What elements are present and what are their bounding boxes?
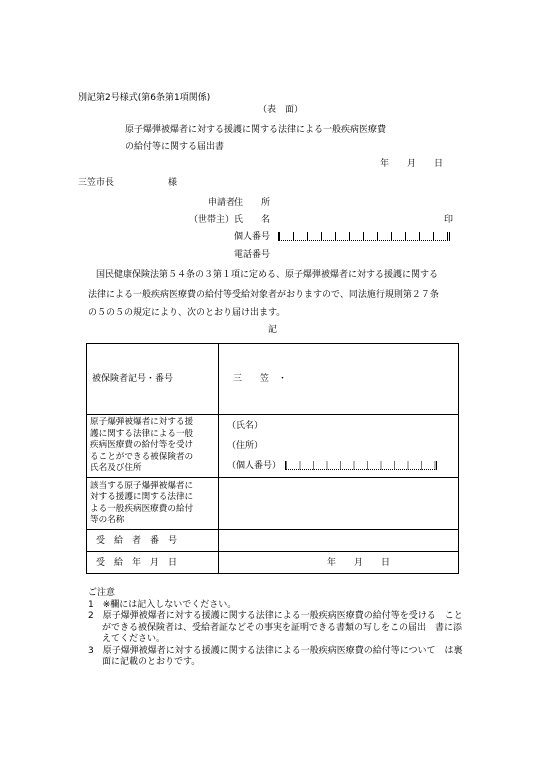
seal-mark: 印 [444,215,454,225]
beneficiary-table [86,343,459,574]
applicant-id-label: 個人番号 [234,232,271,242]
document-title-line1: 原子爆弾被爆者に対する援護に関する法律による一般疾病医療費 [125,125,387,135]
body-text-line3: の５の５の規定により、次のとおり届け出ます。 [88,308,286,318]
benefit-date-field[interactable] [219,552,459,574]
insured-number-prefix: 三 笠 ・ [233,374,288,384]
body-text-line2: 法律による一般疾病医療費の給付等受給対象者がおりますので、同法施行規則第２７条 [88,290,439,300]
recipient-number-field[interactable] [219,530,459,552]
applicant-id-number-field[interactable] [278,232,450,241]
addressee-name: 三笠市長 [78,178,115,188]
addressee-honorific: 様 [168,178,178,188]
document-title-line2: の給付等に関する届出書 [125,142,225,152]
recipient-number-label: 受 給 者 番 号 [87,530,219,552]
benefit-name-label: 該当する原子爆弾被爆者に 対する援護に関する法律に よる一般疾病医療費の給付 等の名称 [87,478,219,530]
benefit-date-label: 受 給 年 月 日 [87,552,219,574]
insured-number-label: 被保険者記号・番号 [87,344,219,415]
insured-number-field[interactable] [219,344,459,415]
ki-heading: 記 [268,325,278,335]
note-1: 1 ※欄には記入しないでください。 [88,599,237,610]
page-side-label: （表 面） [258,105,304,115]
beneficiary-name-label: （氏名） [227,421,264,431]
household-head-label: （世帯主） [189,215,235,225]
form-reference: 別記第2号様式(第6条第1項関係) [78,93,211,103]
beneficiary-address-label: （住所） [227,441,264,451]
benefit-name-field[interactable] [219,478,459,530]
notes-section [88,588,468,669]
beneficiary-label: 原子爆弾被爆者に対する援 護に関する法律による一般 疾病医療費の給付等を受け ることができる被保険者の 氏名及び住所 [87,415,219,478]
note-2: 2 原子爆弾被爆者に対する援護に関する法律による一般疾病医療費の給付等を受ける ことができる被保険者は、受給者証などその事実を証明できる書類の写しをこの届出 書に添えてください。 [88,611,463,644]
applicant-phone-label: 電話番号 [234,250,271,260]
applicant-address-label: 住 所 [234,198,271,208]
body-text-line1: 国民健康保険法第５４条の３第１項に定める、原子爆弾被爆者に対する援護に関する [96,270,439,280]
submission-date: 年 月 日 [380,159,444,169]
beneficiary-id-label: （個人番号） [227,461,282,471]
beneficiary-id-number-field[interactable] [285,461,437,470]
applicant-name-label: 氏 名 [234,215,271,225]
applicant-role-label: 申請者 [208,198,236,208]
note-3: 3 原子爆弾被爆者に対する援護に関する法律による一般疾病医療費の給付等について は裏面に記載のとおりです。 [88,645,463,667]
notes-heading: ご注意 [88,588,116,598]
benefit-date-placeholder: 年 月 日 [327,557,391,568]
beneficiary-field[interactable] [219,415,459,478]
